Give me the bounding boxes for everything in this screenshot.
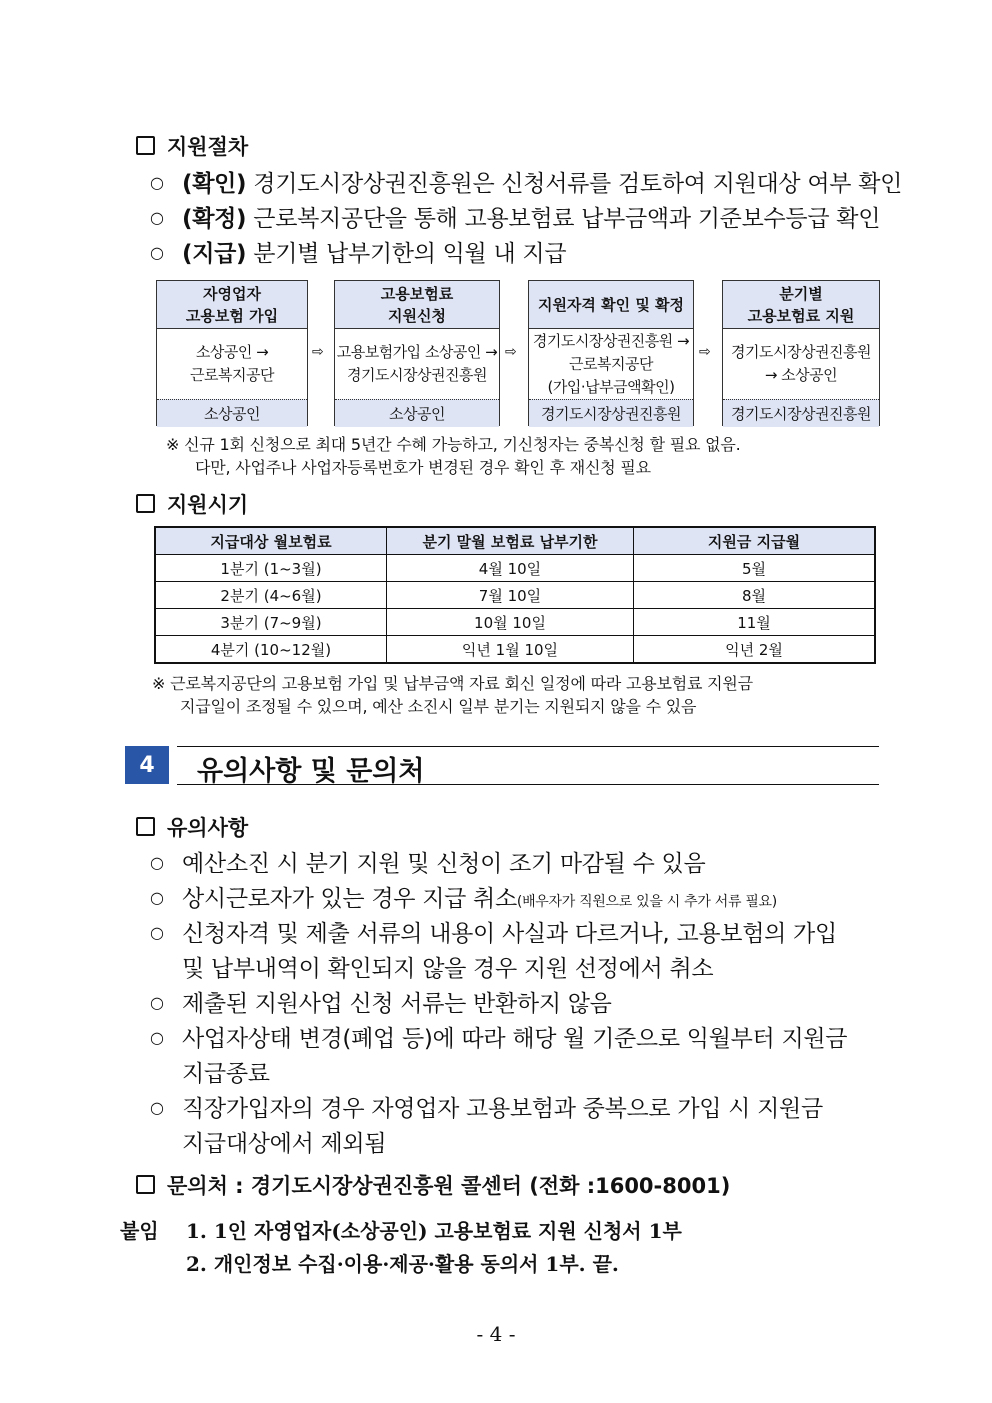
circle-bullet-icon: ○ bbox=[150, 888, 164, 907]
schedule-table bbox=[154, 526, 876, 664]
caution-item: ○ 신청자격 및 제출 서류의 내용이 사실과 다르거나, 고용보험의 가입 bbox=[150, 921, 837, 947]
circle-bullet-icon: ○ bbox=[150, 1028, 164, 1047]
table-cell: 7월 10일 bbox=[387, 582, 634, 609]
procedure-note-line2: 다만, 사업주나 사업자등록번호가 변경된 경우 확인 후 재신청 필요 bbox=[195, 458, 651, 477]
table-cell: 익년 1월 10일 bbox=[387, 636, 634, 664]
procedure-heading: 지원절차 bbox=[136, 131, 248, 161]
circle-bullet-icon: ○ bbox=[150, 243, 164, 262]
caution-item: ○ 상시근로자가 있는 경우 지급 취소(배우자가 직원으로 있을 시 추가 서류 필요) bbox=[150, 886, 777, 912]
table-row bbox=[155, 636, 875, 664]
cautions-heading: 유의사항 bbox=[136, 812, 248, 842]
timing-note-line2: 지급일이 조정될 수 있으며, 예산 소진시 일부 분기는 지원되지 않을 수 있음 bbox=[180, 697, 697, 716]
checkbox-square-icon bbox=[136, 817, 155, 836]
table-cell: 5월 bbox=[634, 555, 876, 582]
table-cell: 11월 bbox=[634, 609, 876, 636]
table-cell: 4분기 (10~12월) bbox=[155, 636, 387, 664]
table-row bbox=[155, 555, 875, 582]
procedure-item-finalize: ○ (확정) 근로복지공단을 통해 고용보험료 납부금액과 기준보수등급 확인 bbox=[150, 206, 881, 232]
circle-bullet-icon: ○ bbox=[150, 173, 164, 192]
arrow-right-icon: ⇨ bbox=[699, 344, 711, 360]
column-header: 지급대상 월보험료 bbox=[155, 527, 387, 555]
arrow-right-icon: ⇨ bbox=[312, 344, 324, 360]
checkbox-square-icon bbox=[136, 1175, 155, 1194]
circle-bullet-icon: ○ bbox=[150, 853, 164, 872]
table-cell: 8월 bbox=[634, 582, 876, 609]
arrow-right-icon: ⇨ bbox=[505, 344, 517, 360]
section-number-badge: 4 bbox=[125, 746, 169, 784]
table-cell: 3분기 (7~9월) bbox=[155, 609, 387, 636]
caution-item: ○ 제출된 지원사업 신청 서류는 반환하지 않음 bbox=[150, 991, 612, 1017]
circle-bullet-icon: ○ bbox=[150, 1098, 164, 1117]
table-header-row bbox=[155, 527, 875, 555]
circle-bullet-icon: ○ bbox=[150, 923, 164, 942]
table-row bbox=[155, 582, 875, 609]
table-cell: 4월 10일 bbox=[387, 555, 634, 582]
attachments-label: 붙임 bbox=[120, 1219, 159, 1243]
column-header: 분기 말월 보험료 납부기한 bbox=[387, 527, 634, 555]
caution-item: ○ 사업자상태 변경(폐업 등)에 따라 해당 월 기준으로 익월부터 지원금 bbox=[150, 1026, 848, 1052]
title-rule-top bbox=[177, 746, 879, 747]
flow-step-2: 고용보험료 지원신청 고용보험가입 소상공인 → 경기도시장상권진흥원 소상공인 bbox=[334, 280, 500, 426]
flow-step-4: 분기별 고용보험료 지원 경기도시장상권진흥원 → 소상공인 경기도시장상권진흥원 bbox=[722, 280, 880, 426]
checkbox-square-icon bbox=[136, 136, 155, 155]
table-cell: 1분기 (1~3월) bbox=[155, 555, 387, 582]
table-row bbox=[155, 609, 875, 636]
page-number: - 4 - bbox=[476, 1322, 516, 1346]
caution-item-continuation: 지급종료 bbox=[182, 1061, 270, 1087]
circle-bullet-icon: ○ bbox=[150, 993, 164, 1012]
column-header: 지원금 지급월 bbox=[634, 527, 876, 555]
caution-item-continuation: 지급대상에서 제외됨 bbox=[182, 1131, 387, 1157]
timing-note-line1: ※ 근로복지공단의 고용보험 가입 및 납부금액 자료 회신 일정에 따라 고용보험료 지원금 bbox=[152, 674, 753, 693]
caution-item: ○ 예산소진 시 분기 지원 및 신청이 조기 마감될 수 있음 bbox=[150, 851, 706, 877]
contact-line: 문의처 : 경기도시장상권진흥원 콜센터 (전화 :1600-8001) bbox=[136, 1170, 730, 1200]
procedure-item-confirm: ○ (확인) 경기도시장상권진흥원은 신청서류를 검토하여 지원대상 여부 확인 bbox=[150, 171, 903, 197]
attachment-item-2: 2. 개인정보 수집·이용·제공·활용 동의서 1부. 끝. bbox=[186, 1252, 619, 1276]
circle-bullet-icon: ○ bbox=[150, 208, 164, 227]
table-cell: 2분기 (4~6월) bbox=[155, 582, 387, 609]
caution-item-continuation: 및 납부내역이 확인되지 않을 경우 지원 선정에서 취소 bbox=[182, 956, 714, 982]
timing-heading: 지원시기 bbox=[136, 489, 248, 519]
procedure-item-payment: ○ (지급) 분기별 납부기한의 익월 내 지급 bbox=[150, 241, 567, 267]
table-cell: 10월 10일 bbox=[387, 609, 634, 636]
table-cell: 익년 2월 bbox=[634, 636, 876, 664]
attachment-item-1: 1. 1인 자영업자(소상공인) 고용보험료 지원 신청서 1부 bbox=[186, 1219, 682, 1243]
flow-step-1: 자영업자 고용보험 가입 소상공인 → 근로복지공단 소상공인 bbox=[156, 280, 308, 426]
flow-step-3: 지원자격 확인 및 확정 경기도시장상권진흥원 → 근로복지공단 (가입·납부금액확인) 경기도시장상권진흥원 bbox=[528, 280, 694, 426]
section-title: 유의사항 및 문의처 bbox=[197, 756, 425, 787]
caution-item: ○ 직장가입자의 경우 자영업자 고용보험과 중복으로 가입 시 지원금 bbox=[150, 1096, 823, 1122]
checkbox-square-icon bbox=[136, 494, 155, 513]
procedure-note-line1: ※ 신규 1회 신청으로 최대 5년간 수혜 가능하고, 기신청자는 중복신청 할 필요 없음. bbox=[166, 435, 741, 454]
